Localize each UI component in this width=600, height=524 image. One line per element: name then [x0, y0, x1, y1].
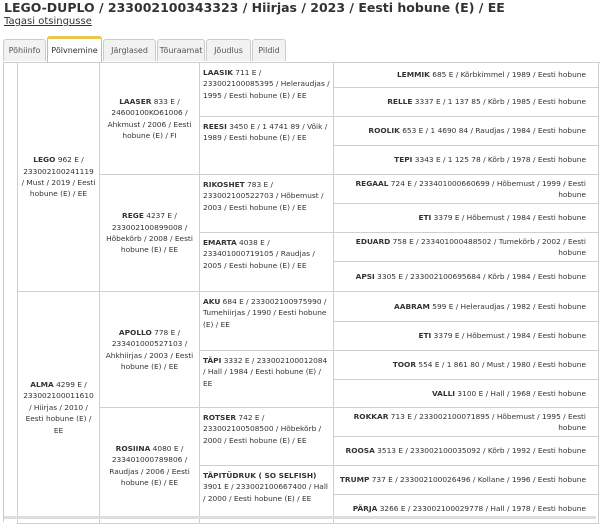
tab-pildid[interactable]: Pildid: [252, 39, 286, 61]
gen1-horse-cell[interactable]: [17, 291, 100, 524]
horse-info: [368, 125, 586, 136]
back-to-search-link[interactable]: Tagasi otsingusse: [4, 16, 92, 27]
horse-details: 554 E / 1 861 80 / Must / 1980 / Eesti hobune: [416, 360, 586, 370]
gen1-horse-cell[interactable]: [17, 62, 100, 292]
horse-info: [203, 297, 326, 329]
horse-info: [203, 122, 327, 142]
horse-name[interactable]: LEMMIK: [396, 70, 430, 80]
horse-info: [387, 96, 586, 107]
gen4-horse-cell[interactable]: [333, 494, 599, 524]
horse-details: 685 E / Kõrbkimmel / 1989 / Eesti hobune: [429, 70, 586, 80]
gen2-horse-cell[interactable]: [99, 174, 200, 292]
gen4-horse-cell[interactable]: [333, 174, 599, 204]
tab-bar: [3, 36, 600, 63]
horse-details: 4080 E / 233401000789806 / Raudjas / 2006 / Eesti hobune (E) / EE: [109, 443, 190, 487]
horse-name[interactable]: VALLI: [431, 388, 456, 398]
horse-details: 713 E / 233002100071895 / Hõbemust / 1995 / Eesti hobune: [388, 411, 586, 432]
gen4-horse-cell[interactable]: [333, 87, 599, 117]
horse-details: 783 E / 233002100522703 / Hõbemust / 2003 / Eesti hobune (E) / EE: [203, 180, 324, 212]
gen4-horse-cell[interactable]: [333, 232, 599, 262]
gen4-horse-cell[interactable]: [333, 203, 599, 233]
horse-details: 711 E / 233002100085395 / Heleraudjas / 1995 / Eesti hobune (E) / EE: [203, 68, 330, 100]
horse-info: [346, 445, 587, 456]
horse-details: 3379 E / Hõbemust / 1984 / Eesti hobune: [431, 213, 586, 223]
horse-name[interactable]: LEGO: [33, 155, 56, 165]
gen2-horse-cell[interactable]: [99, 291, 200, 408]
horse-info: [203, 413, 321, 445]
gen3-horse-cell[interactable]: [199, 407, 334, 466]
horse-name[interactable]: REGE: [122, 211, 144, 221]
horse-name[interactable]: TÄPI: [203, 356, 222, 365]
horse-name[interactable]: AABRAM: [394, 301, 430, 311]
horse-info: [103, 210, 196, 256]
gen4-horse-cell[interactable]: [333, 145, 599, 175]
gen4-horse-cell[interactable]: [333, 321, 599, 351]
horse-info: [356, 271, 586, 282]
horse-details: 653 E / 1 4690 84 / Raudjas / 1984 / Eesti hobune: [399, 126, 586, 136]
gen4-horse-cell[interactable]: [333, 350, 599, 380]
horse-info: [21, 379, 96, 436]
horse-details: 3332 E / 233002100012084 / Hall / 1984 / Eesti hobune (E) / EE: [203, 356, 328, 388]
horse-details: 4237 E / 233002100899008 / Hõbekõrb / 2008 / Eesti hobune (E) / EE: [106, 211, 193, 255]
horse-details: 758 E / 233401000488502 / Tumekõrb / 2002 / Eesti hobune: [390, 236, 586, 257]
horse-details: 4038 E / 233401000719105 / Raudjas / 2005 / Eesti hobune (E) / EE: [203, 238, 315, 270]
horse-info: [103, 443, 196, 489]
tab-touraamat[interactable]: Tõuraamat: [157, 39, 205, 61]
horse-name[interactable]: ETI: [418, 213, 432, 223]
horse-info: [432, 388, 586, 399]
gen4-horse-cell[interactable]: [333, 379, 599, 408]
horse-name[interactable]: AKU: [203, 297, 221, 306]
horse-details: 4299 E / 233002100011610 / Hiirjas / 2010 / Eesti hobune (E) / EE: [23, 379, 94, 435]
horse-details: 3337 E / 1 137 85 / Kõrb / 1985 / Eesti hobune: [412, 97, 586, 107]
horse-info: [203, 180, 324, 212]
horse-name[interactable]: ROTSER: [203, 413, 237, 422]
page-title: LEGO-DUPLO / 233002100343323 / Hiirjas / 2023 / Eesti hobune (E) / EE: [4, 0, 505, 15]
horse-info: [337, 411, 586, 434]
horse-info: [394, 154, 586, 165]
gen3-horse-cell[interactable]: [199, 116, 334, 175]
horse-info: [203, 471, 328, 503]
horse-name[interactable]: EDUARD: [355, 236, 391, 246]
horse-info: [340, 474, 586, 485]
horse-name[interactable]: ALMA: [30, 379, 54, 389]
horse-name[interactable]: PÄRJA: [352, 504, 378, 514]
horse-details: 724 E / 233401000660699 / Hõbemust / 1999 / Eesti hobune: [388, 178, 586, 199]
horse-name[interactable]: TOOR: [392, 360, 417, 370]
horse-info: [337, 236, 586, 259]
horse-details: 962 E / 233002100241119 / Must / 2019 / Eesti hobune (E) / EE: [21, 155, 96, 199]
horse-details: 742 E / 233002100508500 / Hõbekõrb / 2000 / Eesti hobune (E) / EE: [203, 413, 322, 445]
horse-info: [103, 96, 196, 142]
gen3-horse-cell[interactable]: [199, 174, 334, 233]
gen3-horse-cell[interactable]: [199, 350, 334, 408]
horse-name[interactable]: APSI: [355, 271, 375, 281]
gen3-horse-cell[interactable]: [199, 232, 334, 292]
tab-joudlus[interactable]: Jõudlus: [206, 39, 251, 61]
horse-name[interactable]: REGAAL: [355, 178, 389, 188]
horse-name[interactable]: LAASER: [119, 96, 152, 106]
horse-details: 3513 E / 233002100035092 / Kõrb / 1992 / Eesti hobune: [374, 446, 586, 456]
horse-name[interactable]: ROSIINA: [115, 443, 151, 453]
horse-name[interactable]: ROOSA: [345, 446, 375, 456]
horse-name[interactable]: TEPI: [394, 155, 413, 165]
horse-details: 3379 E / Hõbemust / 1984 / Eesti hobune: [431, 331, 586, 341]
gen2-horse-cell[interactable]: [99, 407, 200, 524]
horse-info: [393, 359, 586, 370]
horse-info: [418, 212, 586, 223]
gen4-horse-cell[interactable]: [333, 291, 599, 322]
horse-name[interactable]: EMARTA: [203, 238, 237, 247]
horse-info: [397, 69, 586, 80]
horse-details: 3343 E / 1 125 78 / Kõrb / 1978 / Eesti hobune: [412, 155, 586, 165]
horse-name[interactable]: REESI: [203, 122, 227, 131]
horse-info: [21, 154, 96, 200]
gen4-horse-cell[interactable]: [333, 261, 599, 292]
horse-details: 684 E / 233002100975990 / Tumehiirjas / 1990 / Eesti hobune (E) / EE: [203, 297, 327, 329]
horse-details: 3901 E / 233002100667400 / Hall / 2000 / Eesti hobune (E) / EE: [203, 482, 328, 503]
horse-name[interactable]: ROOLIK: [368, 126, 400, 136]
horse-name[interactable]: RIKOSHET: [203, 180, 245, 189]
gen3-horse-cell[interactable]: [199, 291, 334, 351]
horse-name[interactable]: ETI: [418, 331, 432, 341]
horse-name[interactable]: ROKKAR: [353, 411, 389, 421]
horse-info: [203, 356, 327, 388]
gen4-horse-cell[interactable]: [333, 465, 599, 495]
horse-name[interactable]: TÄPITÜDRUK ( SO SELFISH): [203, 471, 317, 480]
gen4-horse-cell[interactable]: [333, 62, 599, 88]
horse-info: [103, 327, 196, 373]
horse-details: 3450 E / 1 4741 89 / Võik / 1989 / Eesti hobune (E) / EE: [203, 122, 328, 143]
gen4-horse-cell[interactable]: [333, 116, 599, 146]
horse-info: [203, 68, 330, 100]
horse-details: 778 E / 233401000527103 / Ahkhiirjas / 2003 / Eesti hobune (E) / EE: [105, 327, 194, 371]
gen2-horse-cell[interactable]: [99, 62, 200, 175]
horse-name[interactable]: LAASIK: [203, 68, 233, 77]
gen4-horse-cell[interactable]: [333, 407, 599, 437]
horse-details: 737 E / 233002100026496 / Kollane / 1996 / Eesti hobune: [369, 475, 586, 485]
tab-polvnemine[interactable]: Põlvnemine: [47, 36, 102, 63]
horse-name[interactable]: APOLLO: [118, 327, 152, 337]
horse-details: 3100 E / Hall / 1968 / Eesti hobune: [455, 388, 586, 398]
horse-info: [337, 178, 586, 201]
horse-name[interactable]: RELLE: [387, 97, 413, 107]
horse-details: 3305 E / 233002100695684 / Kõrb / 1984 / Eesti hobune: [374, 271, 586, 281]
horse-info: [203, 238, 315, 270]
horse-details: 599 E / Heleraudjas / 1982 / Eesti hobune: [429, 301, 586, 311]
gen4-horse-cell[interactable]: [333, 436, 599, 466]
horse-details: 833 E / 24600100KO61006 / Ahkmust / 2006 / Eesti hobune (E) / FI: [107, 96, 192, 140]
gen3-horse-cell[interactable]: [199, 62, 334, 117]
horse-info: [394, 301, 586, 312]
horse-name[interactable]: TRUMP: [339, 475, 370, 485]
tab-pohiinfo[interactable]: Põhiinfo: [3, 39, 46, 61]
tab-jarglased[interactable]: Järglased: [103, 39, 156, 61]
horse-details: 3266 E / 233002100029778 / Hall / 1978 / Eesti hobune: [377, 504, 586, 514]
horse-info: [418, 330, 586, 341]
horse-info: [353, 503, 586, 514]
